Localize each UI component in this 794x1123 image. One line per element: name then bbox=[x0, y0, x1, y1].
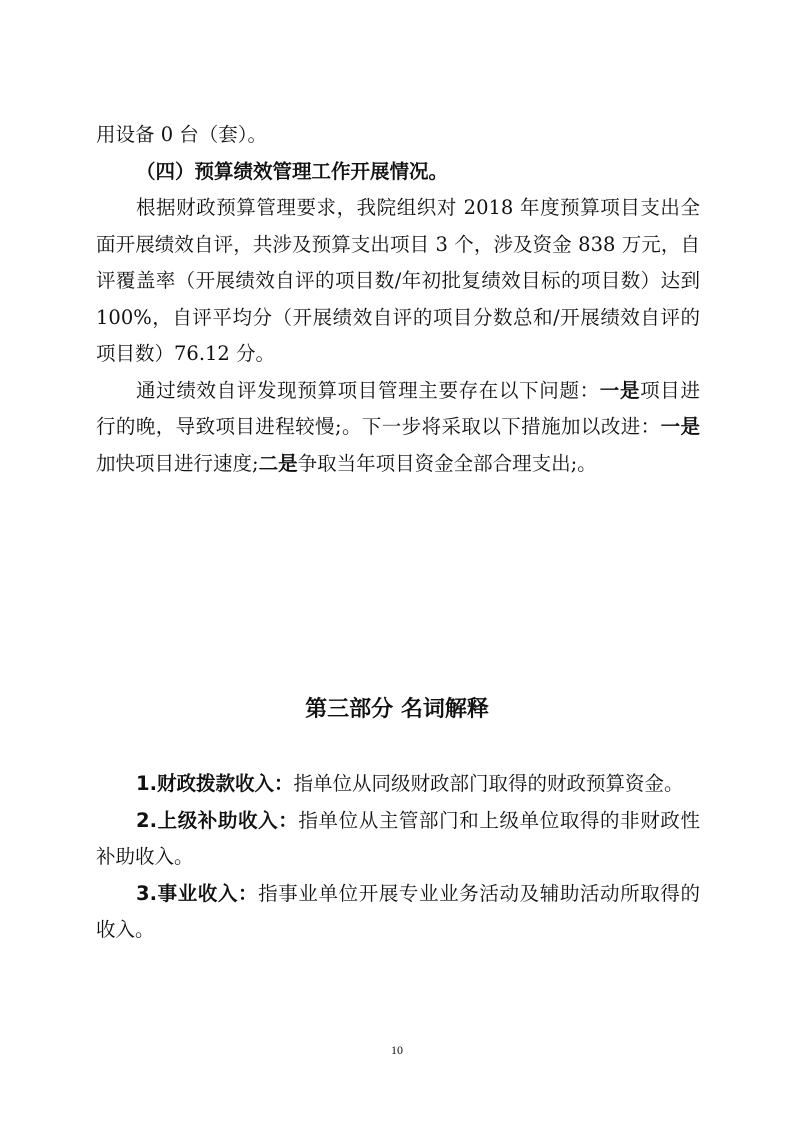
paragraph-issues bbox=[96, 373, 700, 483]
glossary-term: 1.财政拨款收入： bbox=[136, 772, 294, 795]
glossary-item bbox=[96, 876, 700, 949]
glossary-list bbox=[96, 766, 700, 949]
subsection-heading: （四）预算绩效管理工作开展情况。 bbox=[136, 159, 449, 183]
measures-text-2: 争取当年项目资金全部合理支出;。 bbox=[297, 451, 597, 475]
measures-marker-1: 一是 bbox=[660, 415, 700, 438]
glossary-item bbox=[96, 803, 700, 876]
glossary-definition: 指单位从同级财政部门取得的财政预算资金。 bbox=[293, 772, 684, 795]
glossary-item bbox=[96, 766, 700, 803]
measures-marker-2: 二是 bbox=[258, 451, 298, 475]
glossary-definition: 指事业单位开展专业业务活动及辅助活动所取得的收入。 bbox=[96, 881, 700, 941]
glossary-term: 2.上级补助收入： bbox=[136, 808, 299, 832]
continuation-line: 用设备 0 台（套）。 bbox=[96, 123, 268, 146]
page-number: 10 bbox=[391, 1043, 403, 1057]
issues-marker-1: 一是 bbox=[599, 378, 641, 402]
issues-text-2: 项目进行的晚，导致项目进程较慢;。下一步将采取以下措施加以改进： bbox=[96, 378, 700, 438]
section-title: 第三部分 名词解释 bbox=[305, 697, 489, 722]
top-content bbox=[96, 117, 700, 482]
paragraph-performance-eval: 根据财政预算管理要求，我院组织对 2018 年度预算项目支出全面开展绩效自评，共涉及预算支出项目 3 个，涉及资金 838 万元，自评覆盖率（开展绩效自评的项目数/年初批复绩效目标的项目数）达到 100%，自评平均分（开展绩效自评的项目分数总和/开展绩效自评的项目数）76.12 分。 bbox=[96, 196, 700, 365]
glossary-term: 3.事业收入： bbox=[136, 881, 259, 905]
measures-text-1: 加快项目进行速度; bbox=[96, 451, 259, 475]
issues-text-1: 通过绩效自评发现预算项目管理主要存在以下问题： bbox=[136, 378, 600, 402]
glossary-definition: 指单位从主管部门和上级单位取得的非财政性补助收入。 bbox=[96, 808, 700, 868]
